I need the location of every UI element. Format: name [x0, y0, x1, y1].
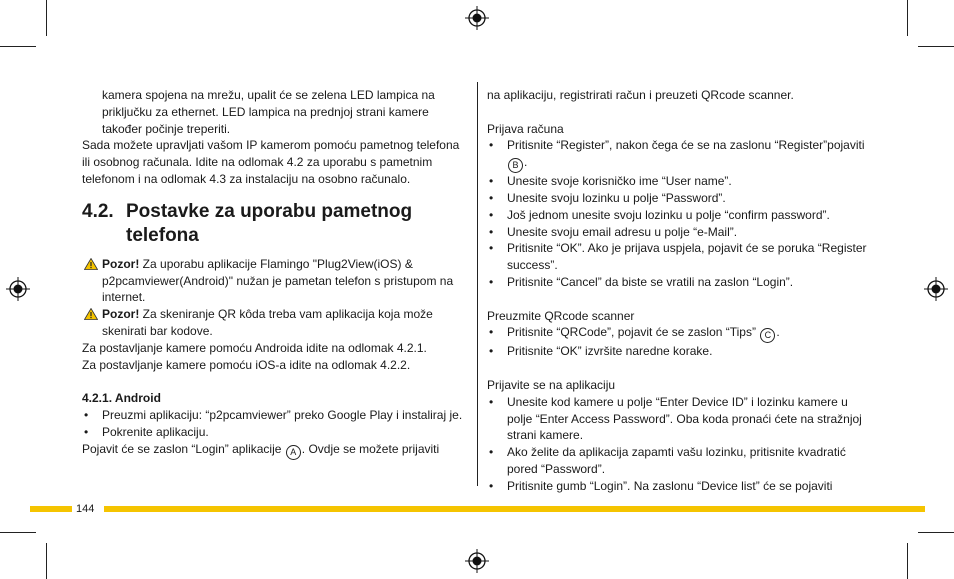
screen-reference-badge: B [508, 158, 523, 173]
crop-mark [918, 532, 954, 533]
text: . [524, 155, 528, 170]
list-item: • Unesite svoje korisničko ime “User name”. [487, 173, 872, 190]
left-column [82, 87, 467, 460]
crop-mark [0, 532, 36, 533]
list-item: • Unesite svoju lozinku u polje “Password”. [487, 190, 872, 207]
list-item [487, 137, 872, 173]
list-item: • Unesite kod kamere u polje “Enter Device ID” i lozinku kamere u polje “Enter Access Password”. Oba koda pronaći ćete na stražnjoj strani kamere. [487, 394, 872, 444]
column-divider [477, 82, 478, 486]
text: . Ovdje se možete prijaviti [301, 441, 440, 456]
registration-mark-icon [465, 6, 489, 30]
warning-label: Pozor! [102, 256, 140, 271]
list-item: • Pritisnite “OK” izvršite naredne korake. [487, 343, 872, 360]
warning-text: Za uporabu aplikacije Flamingo "Plug2View(iOS) & p2pcamviewer(Android)" nužan je pametan telefon s pristupom na internet. [102, 256, 454, 305]
page-number: 144 [76, 503, 95, 515]
list-item: • Ako želite da aplikacija zapamti vašu lozinku, pritisnite kvadratić pored “Password”. [487, 444, 872, 478]
registration-mark-icon [465, 549, 489, 573]
text: Pritisnite “Register”, nakon čega će se na zaslonu “Register”pojaviti [507, 138, 865, 153]
list-item: • Preuzmi aplikaciju: “p2pcamviewer” preko Google Play i instaliraj je. [82, 407, 467, 424]
subsection-heading: 4.2.1. Android [82, 391, 161, 406]
crop-mark [46, 543, 47, 579]
list-item: • Pokrenite aplikaciju. [82, 424, 467, 441]
crop-mark [46, 0, 47, 36]
registration-mark-icon [6, 277, 30, 301]
section-number: 4.2. [82, 200, 114, 222]
list-item: • Pritisnite “OK”. Ako je prijava uspjela, pojavit će se poruka “Register success”. [487, 240, 872, 274]
footer-bar [30, 506, 72, 512]
crop-mark [918, 46, 954, 47]
text: Pritisnite “QRCode”, pojavit će se zaslon “Tips” [507, 325, 760, 340]
registration-mark-icon [924, 277, 948, 301]
crop-mark [907, 0, 908, 36]
list-item: • Još jednom unesite svoju lozinku u polje “confirm password”. [487, 207, 872, 224]
warning-note [82, 256, 467, 306]
text: . [776, 325, 780, 340]
crop-mark [907, 543, 908, 579]
paragraph [82, 441, 467, 460]
text: Pojavit će se zaslon “Login” aplikacije [82, 441, 285, 456]
footer-bar [104, 506, 925, 512]
warning-text: Za skeniranje QR kôda treba vam aplikacija koja može skenirati bar kodove. [102, 307, 433, 338]
paragraph: Za postavljanje kamere pomoću Androida idite na odlomak 4.2.1. [82, 340, 427, 355]
right-column [487, 87, 872, 495]
warning-triangle-icon [84, 258, 98, 270]
section-title: Postavke za uporabu pametnog telefona [126, 200, 413, 246]
list-item: • Pritisnite “Cancel” da biste se vratili na zaslon “Login”. [487, 274, 872, 291]
list-item: • Pritisnite gumb “Login”. Na zaslonu “Device list” će se pojaviti [487, 478, 872, 495]
paragraph: kamera spojena na mrežu, upalit će se zelena LED lampica na priključku za ethernet. LED lampica na prednjoj strani kamere također počinje treperiti. [102, 88, 435, 136]
section-label: Preuzmite QRcode scanner [487, 308, 635, 323]
paragraph: na aplikaciju, registrirati račun i preuzeti QRcode scanner. [487, 88, 794, 102]
section-label: Prijava računa [487, 121, 564, 136]
warning-triangle-icon [84, 308, 98, 320]
paragraph: Za postavljanje kamere pomoću iOS-a idite na odlomak 4.2.2. [82, 357, 411, 372]
screen-reference-badge: A [286, 445, 301, 460]
list-item [487, 324, 872, 343]
warning-label: Pozor! [102, 307, 140, 322]
section-label: Prijavite se na aplikaciju [487, 377, 616, 392]
warning-note [82, 306, 467, 340]
paragraph: Sada možete upravljati vašom IP kamerom pomoću pametnog telefona ili osobnog računala. Idite na odlomak 4.2 za uporabu s pametnim telefonom i na odlomak 4.3 za instalaciju na osobno računalo. [82, 138, 460, 186]
section-heading [82, 200, 467, 248]
list-item: • Unesite svoju email adresu u polje “e-Mail”. [487, 224, 872, 241]
crop-mark [0, 46, 36, 47]
screen-reference-badge: C [760, 328, 775, 343]
